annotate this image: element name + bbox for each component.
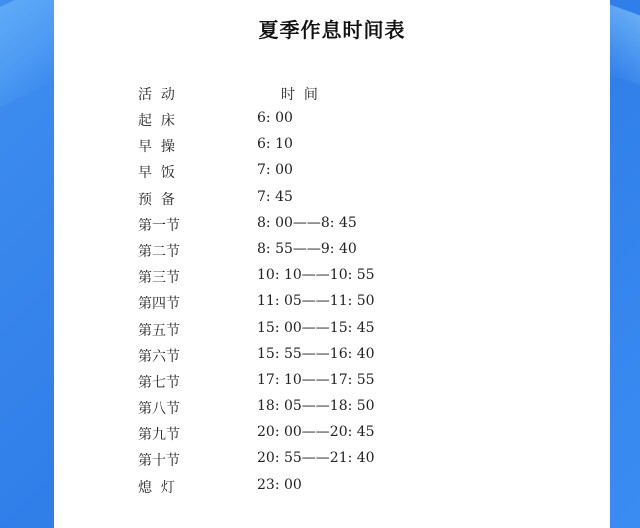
- schedule-row: [54, 110, 610, 136]
- schedule-activity: 熄 灯: [138, 479, 175, 496]
- schedule-time: 6: 10: [257, 136, 293, 153]
- schedule-row: [54, 267, 610, 293]
- schedule-activity: 预 备: [138, 191, 175, 208]
- schedule-activity: 第三节: [138, 270, 180, 287]
- schedule-row: [54, 320, 610, 346]
- schedule-time: 23: 00: [257, 476, 302, 493]
- schedule-activity: 第一节: [138, 217, 180, 234]
- schedule-activity: 起 床: [138, 113, 175, 129]
- schedule-time: 17: 10——17: 55: [257, 371, 375, 388]
- schedule-list: [54, 110, 610, 503]
- schedule-activity: 早 操: [138, 139, 175, 156]
- schedule-row: [54, 241, 610, 267]
- schedule-row: [54, 477, 610, 503]
- schedule-activity: 第二节: [138, 243, 180, 260]
- schedule-activity: 第八节: [138, 401, 180, 418]
- schedule-time: 15: 00——15: 45: [257, 319, 375, 336]
- schedule-row: [54, 162, 610, 188]
- schedule-activity: 第十节: [138, 453, 180, 470]
- schedule-row: [54, 215, 610, 241]
- column-header-activity: 活 动: [138, 87, 175, 103]
- schedule-time: 10: 10——10: 55: [257, 267, 375, 284]
- background-decoration-left: [0, 0, 60, 121]
- schedule-activity: 第四节: [138, 296, 180, 313]
- schedule-row: [54, 450, 610, 476]
- schedule-time: 18: 05——18: 50: [257, 398, 375, 415]
- schedule-time: 8: 55——9: 40: [257, 240, 357, 257]
- document-page: [54, 0, 610, 528]
- schedule-row: [54, 398, 610, 424]
- schedule-activity: 第五节: [138, 322, 180, 339]
- schedule-row: [54, 293, 610, 319]
- schedule-activity: 第七节: [138, 374, 180, 391]
- schedule-time: 20: 00——20: 45: [257, 424, 375, 441]
- schedule-time: 15: 55——16: 40: [257, 345, 375, 362]
- page-title: 夏季作息时间表: [258, 18, 406, 42]
- schedule-time: 6: 00: [257, 110, 293, 126]
- schedule-row: [54, 346, 610, 372]
- schedule-time: 7: 45: [257, 188, 293, 205]
- column-header-time: 时 间: [281, 87, 318, 103]
- schedule-time: 20: 55——21: 40: [257, 450, 375, 467]
- schedule-time: 7: 00: [257, 162, 293, 179]
- schedule-row: [54, 424, 610, 450]
- schedule-row: [54, 189, 610, 215]
- schedule-time: 11: 05——11: 50: [257, 293, 375, 310]
- schedule-activity: 早 饭: [138, 165, 175, 182]
- schedule-activity: 第六节: [138, 348, 180, 365]
- schedule-activity: 第九节: [138, 427, 180, 444]
- schedule-row: [54, 136, 610, 162]
- schedule-row: [54, 372, 610, 398]
- schedule-time: 8: 00——8: 45: [257, 214, 357, 231]
